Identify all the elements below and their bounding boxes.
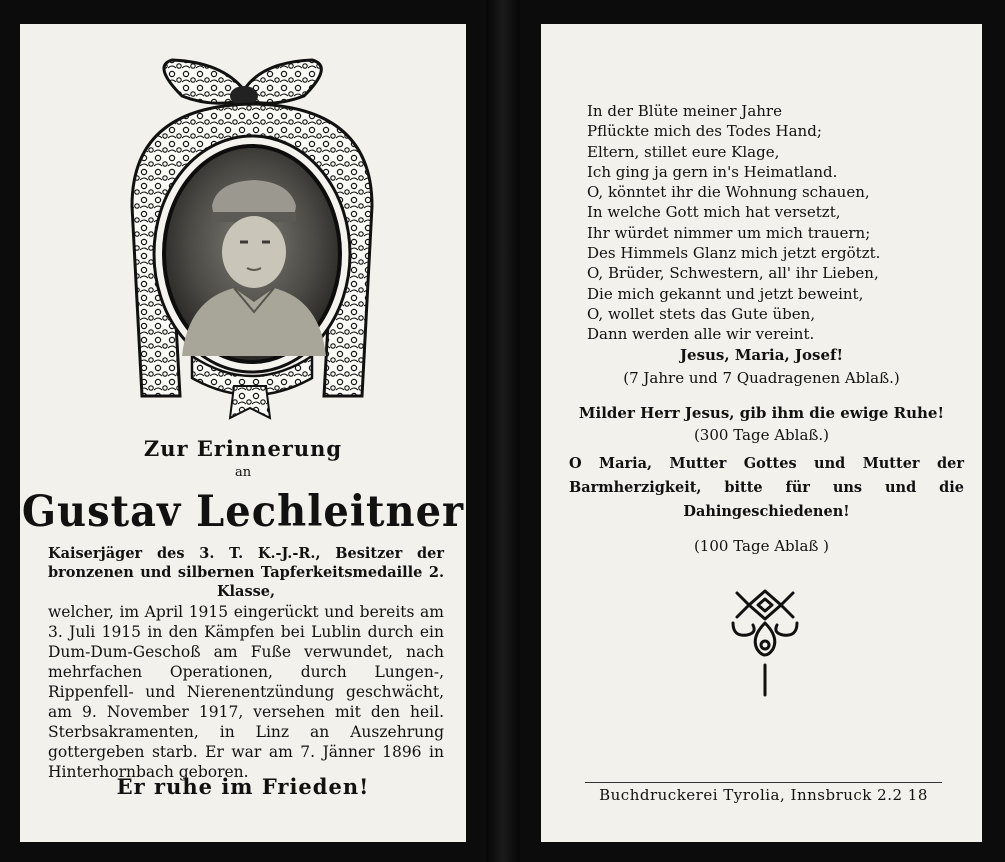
poem-line: Des Himmels Glanz mich jetzt ergötzt. <box>587 244 881 263</box>
prayer-mother-of-god: O Maria, Mutter Gottes und Mutter der Barmherzigkeit, bitte für uns und die Dahingeschiedenen! <box>569 455 964 520</box>
poem-line: O, könntet ihr die Wohnung schauen, <box>587 183 870 202</box>
poem-line: O, Brüder, Schwestern, all' ihr Lieben, <box>587 264 879 283</box>
rank-and-decorations: Kaiserjäger des 3. T. K.-J.-R., Besitzer der bronzenen und silbernen Tapferkeitsmedaille 2. Klasse, <box>48 545 444 600</box>
portrait-frame <box>112 56 392 422</box>
prayer-jesus-maria-josef: Jesus, Maria, Josef! <box>679 346 844 364</box>
memorial-heading: Zur Erinnerung <box>143 436 343 461</box>
prayer-eternal-rest: Milder Herr Jesus, gib ihm die ewige Ruhe! <box>578 404 945 422</box>
portrait-wreath-illustration <box>112 56 392 422</box>
poem-line: Ihr würdet nimmer um mich trauern; <box>587 223 871 242</box>
biography-text: welcher, im April 1915 eingerückt und bereits am 3. Juli 1915 in den Kämpfen bei Lublin durch ein Dum-Dum-Geschoß am Fuße verwundet, nach mehrfachen Operationen, durch Lungen-, Rippenfell- und Nierenentzündung geschwächt, am 9. November 1917, versehen mit den heil. Sterbsakramenten, in Linz an Auszehrung gottergeben starb. Er war am 7. Jänner 1896 in Hinterhornbach geboren. <box>48 603 444 781</box>
memorial-poem <box>587 101 962 345</box>
decorative-ornament <box>727 587 803 699</box>
indulgence-note-2: (300 Tage Ablaß.) <box>693 426 830 444</box>
memorial-card-back <box>541 24 982 842</box>
poem-line: Ich ging ja gern in's Heimatland. <box>587 162 838 181</box>
memorial-card-front <box>20 24 466 842</box>
rest-in-peace-line: Er ruhe im Frieden! <box>116 774 370 799</box>
ornament-icon <box>727 587 803 699</box>
memorial-preposition: an <box>234 465 252 480</box>
footer-rule <box>585 782 942 783</box>
card-fold-shadow <box>486 0 520 862</box>
poem-line: Eltern, stillet eure Klage, <box>587 142 780 161</box>
poem-line: O, wollet stets das Gute üben, <box>587 304 816 323</box>
deceased-name: Gustav Lechleitner <box>21 486 465 537</box>
indulgence-note-1: (7 Jahre und 7 Quadragenen Ablaß.) <box>623 369 900 387</box>
indulgence-note-3: (100 Tage Ablaß ) <box>693 537 830 555</box>
printer-imprint: Buchdruckerei Tyrolia, Innsbruck 2.2 18 <box>599 786 928 804</box>
poem-line: In der Blüte meiner Jahre <box>587 102 782 120</box>
poem-line: Dann werden alle wir vereint. <box>587 325 815 344</box>
poem-line: Pflückte mich des Todes Hand; <box>587 122 822 141</box>
poem-line: In welche Gott mich hat versetzt, <box>587 203 841 222</box>
poem-line: Die mich gekannt und jetzt beweint, <box>587 284 864 303</box>
